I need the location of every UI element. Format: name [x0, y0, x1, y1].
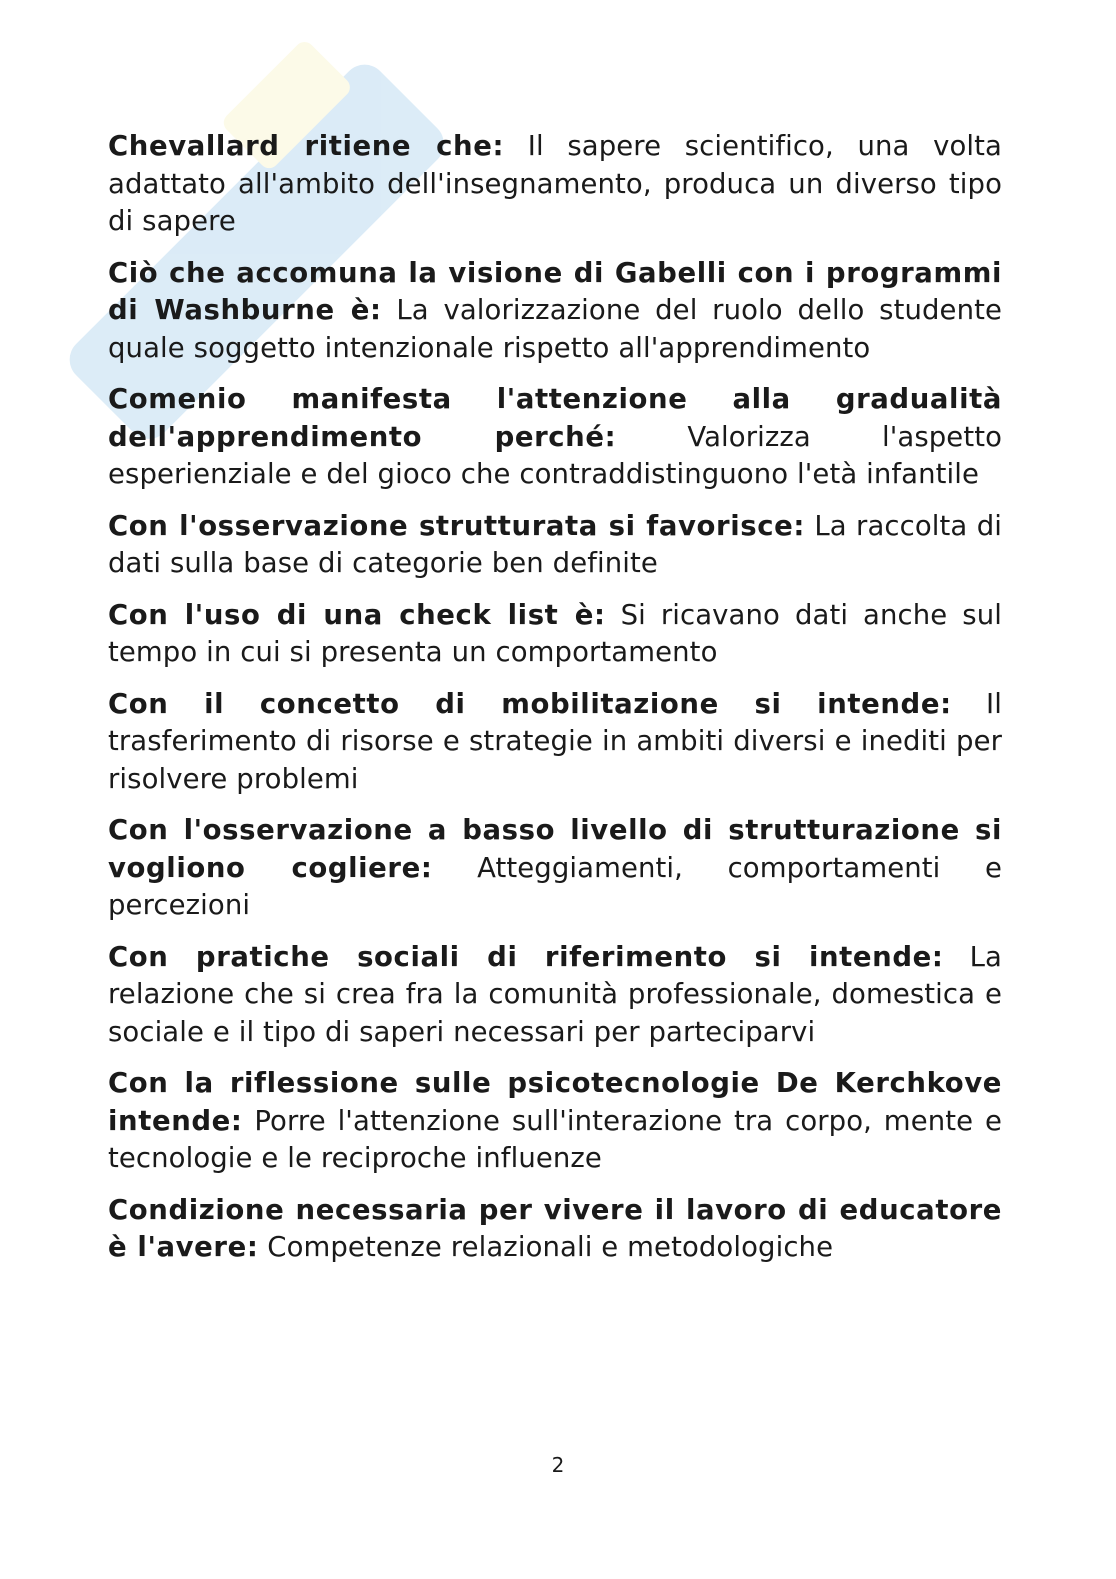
question-text: Ciò che accomuna la visione di Gabelli con i programmi di Washburne è: [108, 256, 1002, 326]
question-text: Con l'osservazione a basso livello di strutturazione si vogliono cogliere: [108, 814, 1002, 884]
page-number: 2 [551, 1453, 565, 1477]
qa-entry [108, 597, 1002, 672]
qa-entry [108, 255, 1002, 368]
question-text: Con il concetto di mobilitazione si intende: [108, 687, 952, 720]
answer-text: Il sapere scientifico, una volta adattato all'ambito dell'insegnamento, produca un diverso tipo di sapere [108, 130, 1002, 237]
qa-entry [108, 686, 1002, 799]
answer-text: Porre l'attenzione sull'interazione tra corpo, mente e tecnologie e le reciproche influenze [108, 1104, 1002, 1174]
answer-text: Competenze relazionali e metodologiche [267, 1231, 834, 1263]
qa-entry [108, 812, 1002, 925]
qa-entry [108, 939, 1002, 1052]
question-text: Chevallard ritiene che: [108, 130, 505, 162]
answer-text: La relazione che si crea fra la comunità professionale, domestica e sociale e il tipo di saperi necessari per parteciparvi [108, 940, 1003, 1048]
answer-text: Valorizza l'aspetto esperienziale e del gioco che contraddistinguono l'età infantile [108, 420, 1003, 490]
answer-text: La valorizzazione del ruolo dello studente quale soggetto intenzionale rispetto all'apprendimento [108, 294, 1003, 364]
question-text: Condizione necessaria per vivere il lavoro di educatore è l'avere: [108, 1193, 1002, 1263]
qa-list [108, 128, 1002, 1281]
question-text: Con pratiche sociali di riferimento si intende: [108, 940, 944, 973]
qa-entry [108, 1192, 1002, 1267]
qa-entry [108, 508, 1002, 583]
qa-entry [108, 381, 1002, 494]
question-text: Con l'uso di una check list è: [108, 598, 606, 631]
qa-entry [108, 1065, 1002, 1178]
question-text: Con la riflessione sulle psicotecnologie De Kerchkove intende: [108, 1067, 1002, 1137]
answer-text: Il trasferimento di risorse e strategie in ambiti diversi e inediti per risolvere problemi [108, 687, 1002, 795]
answer-text: Si ricavano dati anche sul tempo in cui si presenta un comportamento [108, 598, 1002, 668]
qa-entry [108, 128, 1002, 241]
answer-text: La raccolta di dati sulla base di categorie ben definite [108, 509, 1003, 579]
question-text: Comenio manifesta l'attenzione alla gradualità dell'apprendimento perché: [108, 383, 1002, 453]
answer-text: Atteggiamenti, comportamenti e percezioni [108, 851, 1003, 921]
question-text: Con l'osservazione strutturata si favorisce: [108, 509, 805, 542]
